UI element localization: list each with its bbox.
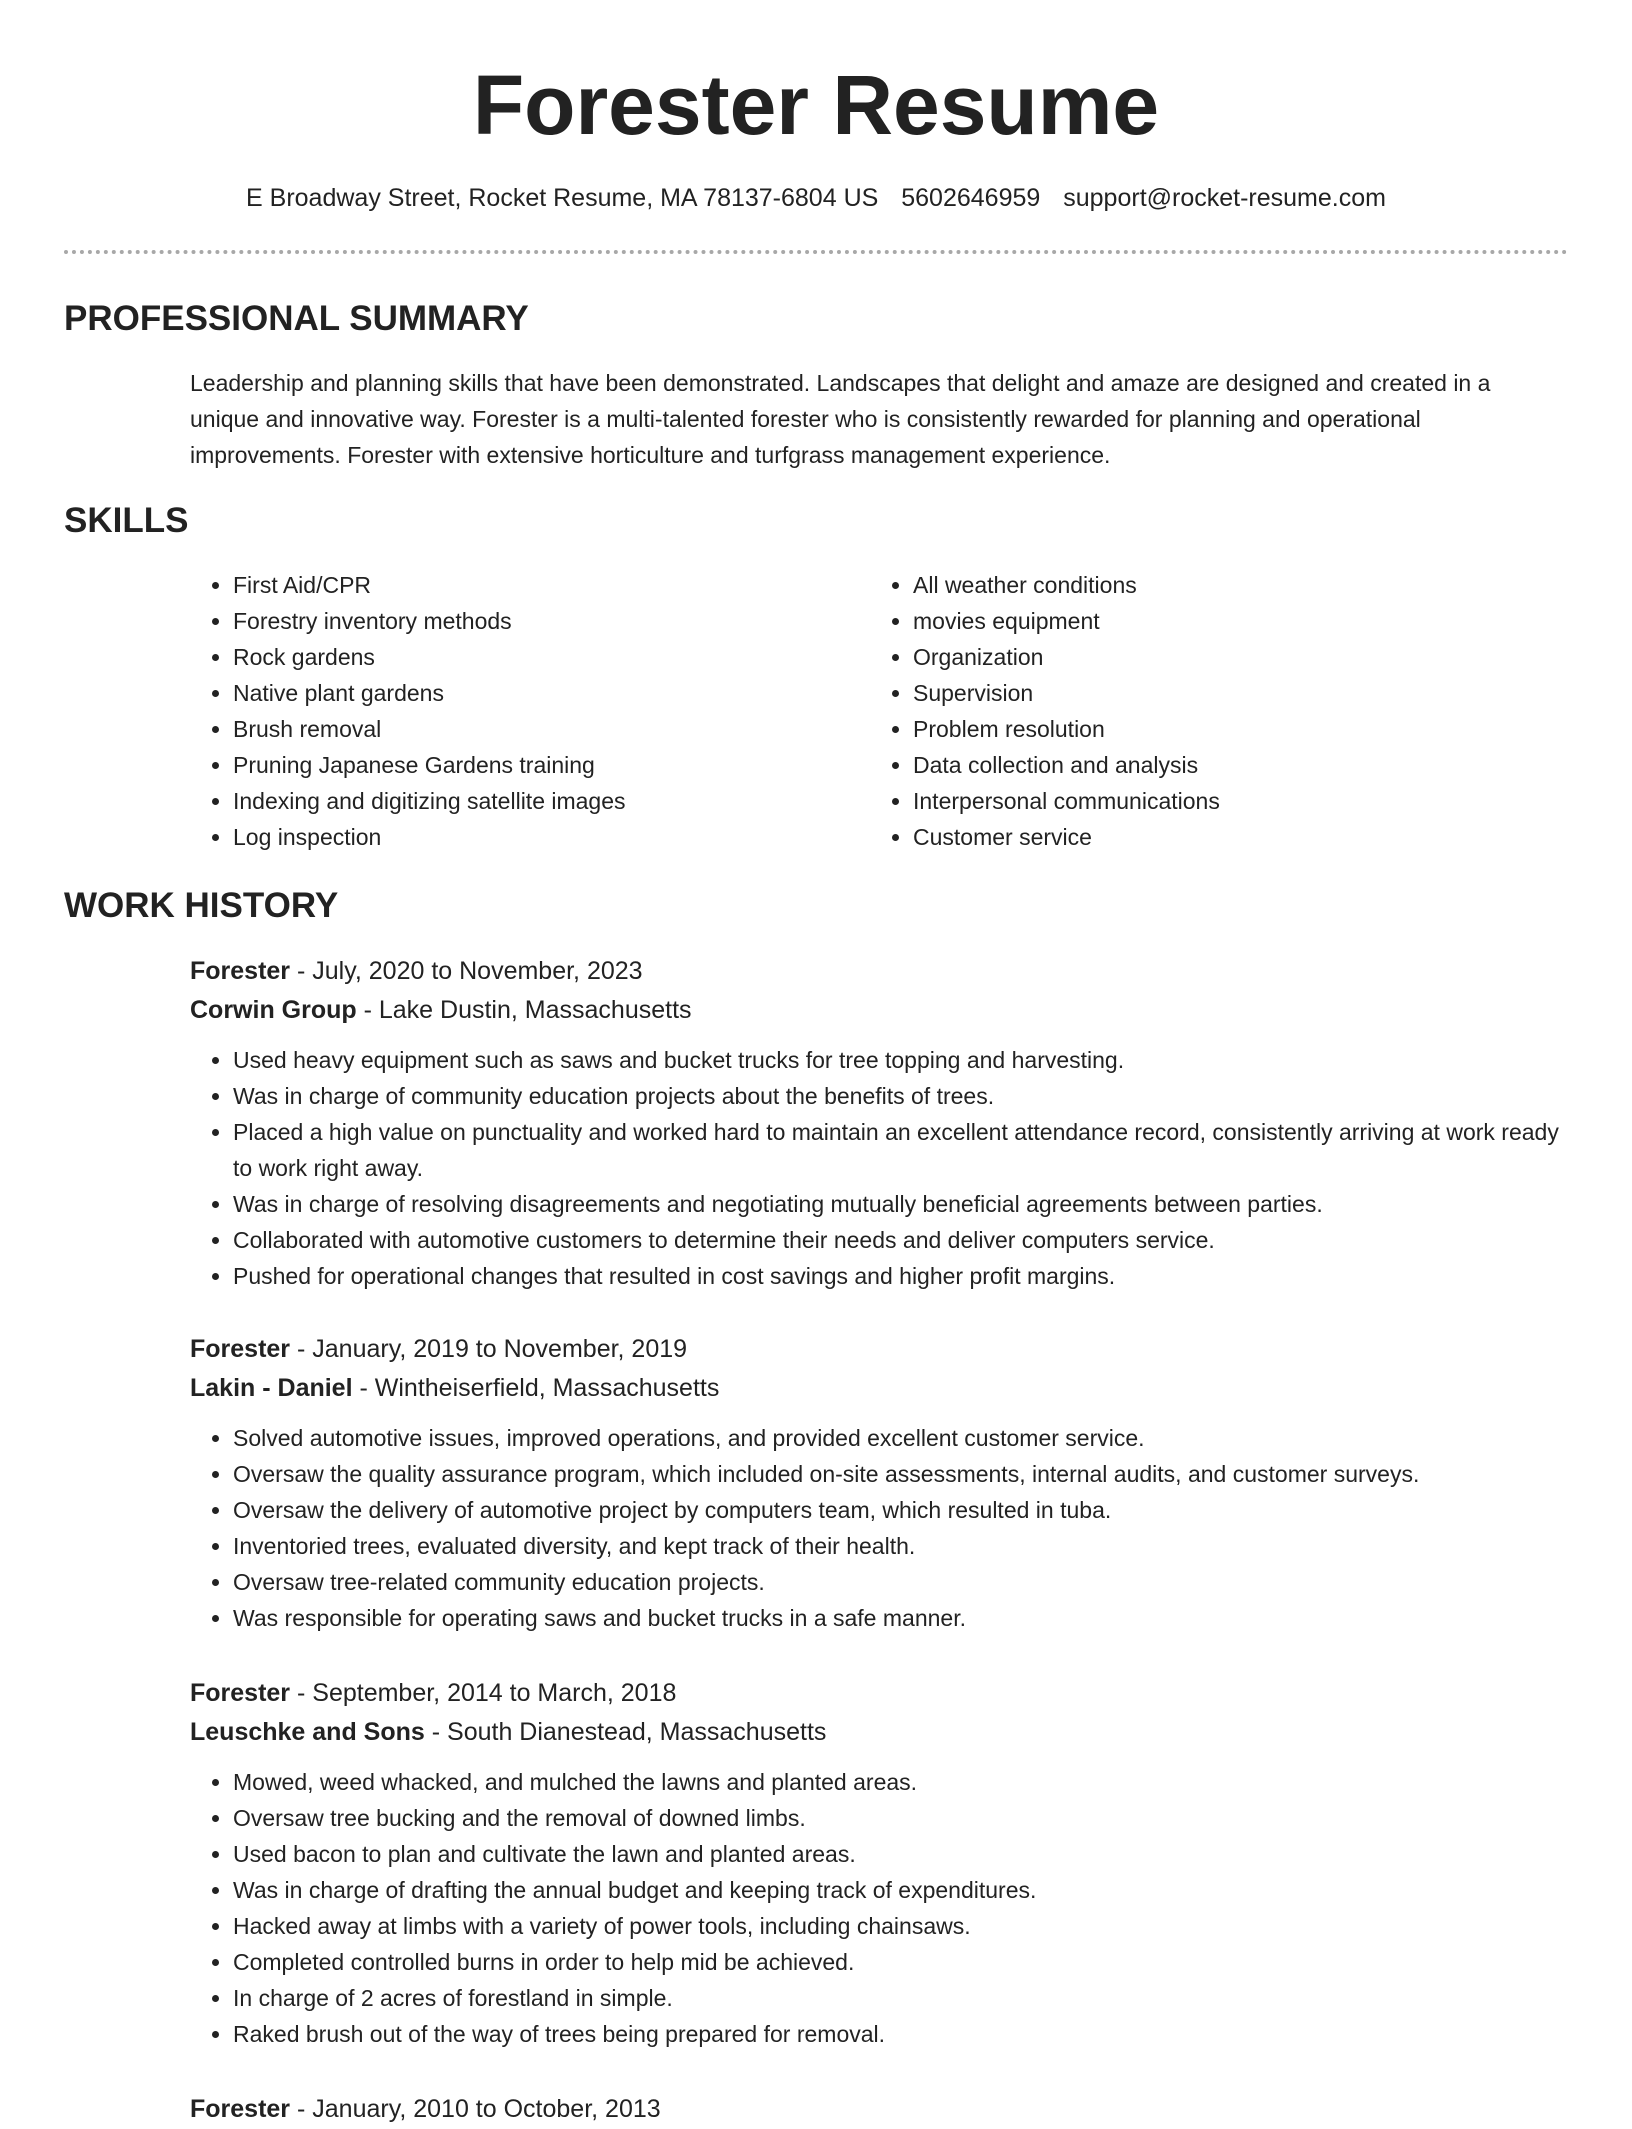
skill-item: • Brush removal (233, 711, 853, 747)
job-location: - South Dianestead, Massachusetts (424, 1718, 827, 1746)
job-bullet: • Placed a high value on punctuality and worked hard to maintain an excellent attendance record, consistently arriving at work ready to work right away. (233, 1114, 1560, 1186)
job-dates: - January, 2019 to November, 2019 (290, 1335, 688, 1363)
job-company-line (190, 1369, 1560, 1408)
job-title-line (190, 1330, 1560, 1369)
job-bullet: • Oversaw the quality assurance program, which included on-site assessments, internal audits, and customer surveys. (233, 1456, 1560, 1492)
skill-item: • Rock gardens (233, 639, 853, 675)
job-bullet: • Hacked away at limbs with a variety of power tools, including chainsaws. (233, 1908, 1560, 1944)
job-bullet: • Solved automotive issues, improved operations, and provided excellent customer service. (233, 1420, 1560, 1456)
work-history-heading: WORK HISTORY (64, 886, 339, 925)
skill-item: • Problem resolution (913, 711, 1553, 747)
job-bullet: • Mowed, weed whacked, and mulched the lawns and planted areas. (233, 1764, 1560, 1800)
job-bullet: • Oversaw the delivery of automotive project by computers team, which resulted in tuba. (233, 1492, 1560, 1528)
job-entry (190, 1674, 1560, 2052)
job-role: Forester (190, 957, 291, 985)
summary-heading: PROFESSIONAL SUMMARY (64, 299, 529, 338)
skill-item: • Supervision (913, 675, 1553, 711)
skill-item: • All weather conditions (913, 567, 1553, 603)
job-bullet: • Oversaw tree bucking and the removal of downed limbs. (233, 1800, 1560, 1836)
job-entry (190, 2090, 1560, 2129)
header-divider (64, 250, 1568, 254)
job-bullet: • Raked brush out of the way of trees being prepared for removal. (233, 2016, 1560, 2052)
job-bullet: • Collaborated with automotive customers to determine their needs and deliver computers service. (233, 1222, 1560, 1258)
skill-item: • Pruning Japanese Gardens training (233, 747, 853, 783)
skills-list-right (870, 567, 1553, 855)
skill-item: • Organization (913, 639, 1553, 675)
job-bullet: • Was in charge of drafting the annual budget and keeping track of expenditures. (233, 1872, 1560, 1908)
job-title-line (190, 1674, 1560, 1713)
job-bullet: • Used bacon to plan and cultivate the lawn and planted areas. (233, 1836, 1560, 1872)
skill-item: • Data collection and analysis (913, 747, 1553, 783)
contact-phone: 5602646959 (901, 184, 1041, 212)
job-bullet: • Oversaw tree-related community education projects. (233, 1564, 1560, 1600)
job-entry (190, 1330, 1560, 1636)
job-bullet: • In charge of 2 acres of forestland in simple. (233, 1980, 1560, 2016)
job-title-line (190, 2090, 1560, 2129)
job-bullet: • Completed controlled burns in order to help mid be achieved. (233, 1944, 1560, 1980)
job-company-line (190, 1713, 1560, 1752)
skills-list-left (190, 567, 853, 855)
contact-address: E Broadway Street, Rocket Resume, MA 78137-6804 US (246, 184, 879, 212)
job-company-line (190, 991, 1560, 1030)
skills-heading: SKILLS (64, 501, 189, 540)
job-dates: - January, 2010 to October, 2013 (290, 2095, 661, 2123)
contact-info (0, 180, 1632, 216)
skill-item: • movies equipment (913, 603, 1553, 639)
job-role: Forester (190, 1335, 291, 1363)
job-company: Lakin - Daniel (190, 1374, 353, 1402)
skill-item: • Indexing and digitizing satellite images (233, 783, 853, 819)
job-company: Corwin Group (190, 996, 357, 1024)
job-bullet-list (190, 1042, 1560, 1294)
job-dates: - September, 2014 to March, 2018 (290, 1679, 677, 1707)
job-bullet: • Was in charge of resolving disagreements and negotiating mutually beneficial agreements between parties. (233, 1186, 1560, 1222)
job-bullet-list (190, 1420, 1560, 1636)
contact-email: support@rocket-resume.com (1063, 184, 1386, 212)
job-entry (190, 952, 1560, 1294)
job-bullet: • Was responsible for operating saws and bucket trucks in a safe manner. (233, 1600, 1560, 1636)
job-bullet: • Inventoried trees, evaluated diversity, and kept track of their health. (233, 1528, 1560, 1564)
skill-item: • First Aid/CPR (233, 567, 853, 603)
skill-item: • Log inspection (233, 819, 853, 855)
skill-item: • Native plant gardens (233, 675, 853, 711)
job-bullet: • Pushed for operational changes that resulted in cost savings and higher profit margins. (233, 1258, 1560, 1294)
skill-item: • Interpersonal communications (913, 783, 1553, 819)
job-company: Leuschke and Sons (190, 1718, 425, 1746)
summary-text: Leadership and planning skills that have been demonstrated. Landscapes that delight and amaze are designed and created in a unique and innovative way. Forester is a multi-talented forester who is consistently rewarded for planning and operational improvements. Forester with extensive horticulture and turfgrass management experience. (190, 370, 1491, 468)
job-role: Forester (190, 2095, 291, 2123)
job-title-line (190, 952, 1560, 991)
resume-title: Forester Resume (472, 58, 1160, 152)
job-bullet-list (190, 1764, 1560, 2052)
skill-item: • Forestry inventory methods (233, 603, 853, 639)
job-dates: - July, 2020 to November, 2023 (290, 957, 643, 985)
job-location: - Lake Dustin, Massachusetts (356, 996, 692, 1024)
job-location: - Wintheiserfield, Massachusetts (352, 1374, 720, 1402)
job-role: Forester (190, 1679, 291, 1707)
job-bullet: • Used heavy equipment such as saws and bucket trucks for tree topping and harvesting. (233, 1042, 1560, 1078)
job-bullet: • Was in charge of community education projects about the benefits of trees. (233, 1078, 1560, 1114)
skill-item: • Customer service (913, 819, 1553, 855)
